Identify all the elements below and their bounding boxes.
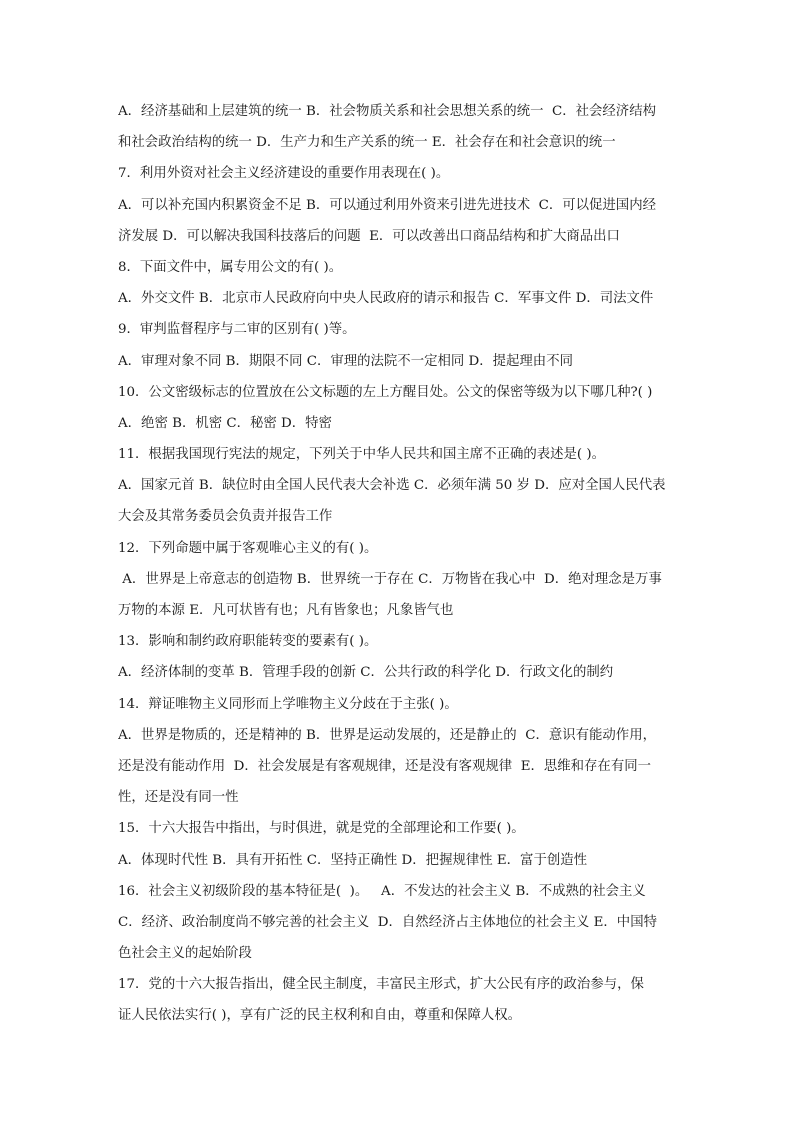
text-line: A．可以补充国内积累资金不足 B．可以通过利用外资来引进先进技术 C．可以促进国内经 <box>118 197 656 213</box>
text-line: A．经济体制的变革 B．管理手段的创新 C．公共行政的科学化 D．行政文化的制约 <box>118 665 614 681</box>
text-line: A．审理对象不同 B．期限不同 C．审理的法院不一定相同 D．提起理由不同 <box>118 353 573 369</box>
text-line: 色社会主义的起始阶段 <box>118 946 252 962</box>
text-line: C．经济、政治制度尚不够完善的社会主义 D．自然经济占主体地位的社会主义 E．中国特 <box>118 914 657 930</box>
question-stem: 15．十六大报告中指出，与时俱进，就是党的全部理论和工作要( )。 <box>118 821 525 837</box>
question-stem: 10．公文密级标志的位置放在公文标题的左上方醒目处。公文的保密等级为以下哪几种?( ) <box>118 384 653 400</box>
text-line: 济发展 D．可以解决我国科技落后的问题 E．可以改善出口商品结构和扩大商品出口 <box>118 228 620 244</box>
question-stem: 11．根据我国现行宪法的规定，下列关于中华人民共和国主席不正确的表述是( )。 <box>118 447 606 463</box>
question-stem: 8．下面文件中，属专用公文的有( )。 <box>118 259 343 275</box>
text-line: A．世界是物质的，还是精神的 B．世界是运动发展的，还是静止的 C．意识有能动作用， <box>118 727 656 743</box>
text-line: 证人民依法实行( )，享有广泛的民主权利和自由，尊重和保障人权。 <box>118 1008 522 1024</box>
document-body <box>118 96 678 1032</box>
text-line: A．国家元首 B．缺位时由全国人民代表大会补选 C．必须年满 50 岁 D．应对全国人民代表 <box>118 478 666 494</box>
text-line: 和社会政治结构的统一 D．生产力和生产关系的统一 E．社会存在和社会意识的统一 <box>118 135 616 151</box>
question-stem: 16．社会主义初级阶段的基本特征是( )。 A．不发达的社会主义 B．不成熟的社会主义 <box>118 883 646 899</box>
question-stem: 13．影响和制约政府职能转变的要素有( )。 <box>118 634 378 650</box>
text-line: 万物的本源 E．凡可状皆有也；凡有皆象也；凡象皆气也 <box>118 603 454 618</box>
text-line: 还是没有能动作用 D．社会发展是有客观规律，还是没有客观规律 E．思维和存在有同一 <box>118 758 651 774</box>
question-stem: 9．审判监督程序与二审的区别有( )等。 <box>118 322 356 338</box>
text-line: A．世界是上帝意志的创造物 B．世界统一于存在 C．万物皆在我心中 D．绝对理念是万事 <box>118 571 662 587</box>
text-line: A．绝密 B．机密 C．秘密 D．特密 <box>118 415 332 431</box>
text-line: 性，还是没有同一性 <box>118 790 239 806</box>
question-stem: 14．辩证唯物主义同形而上学唯物主义分歧在于主张( )。 <box>118 696 458 712</box>
text-line: A．经济基础和上层建筑的统一 B．社会物质关系和社会思想关系的统一 C．社会经济结构 <box>118 104 656 119</box>
question-stem: 12．下列命题中属于客观唯心主义的有( )。 <box>118 540 378 556</box>
question-stem: 17．党的十六大报告指出，健全民主制度，丰富民主形式，扩大公民有序的政治参与，保 <box>118 977 644 993</box>
text-line: A．体现时代性 B．具有开拓性 C．坚持正确性 D．把握规律性 E．富于创造性 <box>118 852 588 868</box>
text-line: 大会及其常务委员会负责并报告工作 <box>118 509 333 525</box>
question-stem: 7．利用外资对社会主义经济建设的重要作用表现在( )。 <box>118 166 450 182</box>
text-line: A．外交文件 B．北京市人民政府向中央人民政府的请示和报告 C．军事文件 D．司法文件 <box>118 291 654 307</box>
